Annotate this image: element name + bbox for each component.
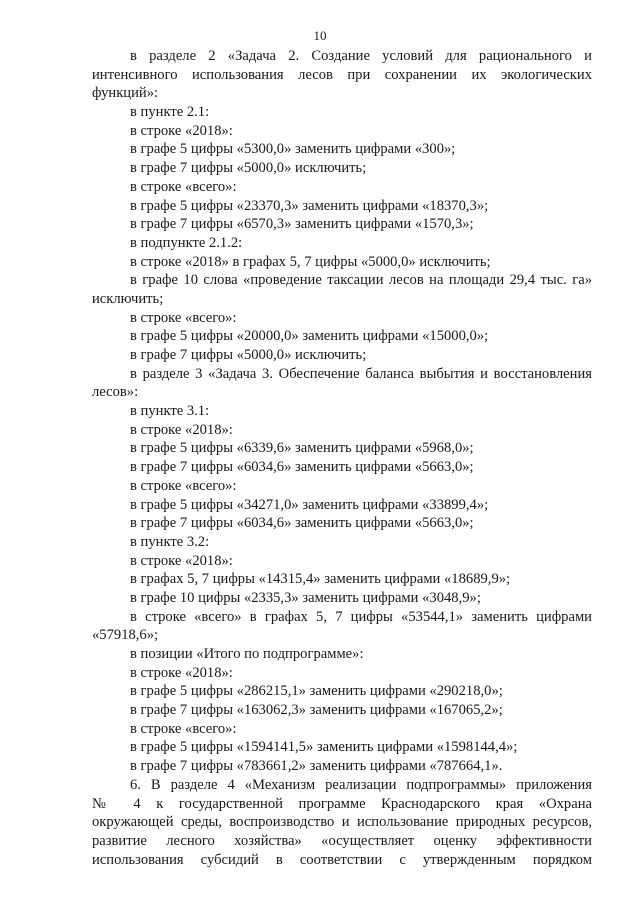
text-line: развитие лесного хозяйства» «осуществляет оценку эффективности: [92, 832, 592, 849]
text-line: в пункте 2.1:: [130, 104, 210, 121]
text-line: окружающей среды, воспроизводство и использование природных ресурсов,: [92, 814, 592, 831]
text-line: в графах 5, 7 цифры «14315,4» заменить цифрами «18689,9»;: [130, 571, 511, 588]
document-body: [92, 47, 592, 869]
text-line: в графе 7 цифры «6034,6» заменить цифрами «5663,0»;: [130, 459, 474, 476]
text-line: в пункте 3.1:: [130, 403, 210, 420]
text-line: в разделе 3 «Задача 3. Обеспечение баланса выбытия и восстановления: [130, 365, 592, 382]
text-line: в строке «2018» в графах 5, 7 цифры «5000,0» исключить;: [130, 253, 491, 270]
text-line: в графе 7 цифры «163062,3» заменить цифрами «167065,2»;: [130, 702, 503, 719]
text-line: в строке «всего»:: [130, 178, 237, 195]
text-line: в графе 5 цифры «34271,0» заменить цифрами «33899,4»;: [130, 496, 489, 513]
text-line: исключить;: [92, 290, 164, 307]
text-line: в пункте 3.2:: [130, 533, 210, 550]
text-line: в графе 7 цифры «5000,0» исключить;: [130, 160, 367, 177]
text-line: в графе 7 цифры «783661,2» заменить цифрами «787664,1».: [130, 758, 503, 775]
text-line: в графе 5 цифры «1594141,5» заменить цифрами «1598144,4»;: [130, 739, 518, 756]
text-line: 6. В разделе 4 «Механизм реализации подпрограммы» приложения: [130, 776, 592, 793]
text-line: лесов»:: [92, 384, 139, 401]
text-line: в графе 10 цифры «2335,3» заменить цифрами «3048,9»;: [130, 589, 481, 606]
text-line: в строке «2018»:: [130, 122, 233, 139]
text-line: в графе 5 цифры «6339,6» заменить цифрами «5968,0»;: [130, 440, 474, 457]
text-line: функций»:: [92, 85, 159, 102]
text-line: в графе 5 цифры «23370,3» заменить цифрами «18370,3»;: [130, 197, 489, 214]
text-line: в строке «всего»:: [130, 720, 237, 737]
text-line: в графе 5 цифры «20000,0» заменить цифрами «15000,0»;: [130, 328, 489, 345]
text-line: использования субсидий в соответствии с утвержденным порядком: [92, 851, 592, 868]
text-line: в строке «2018»:: [130, 552, 233, 569]
text-line: в позиции «Итого по подпрограмме»:: [130, 646, 364, 662]
text-line: в строке «2018»:: [130, 664, 233, 681]
text-line: в графе 5 цифры «286215,1» заменить цифрами «290218,0»;: [130, 683, 503, 700]
text-line: интенсивного использования лесов при сохранении их экологических: [92, 66, 592, 83]
text-line: № 4 к государственной программе Краснодарского края «Охрана: [92, 795, 592, 812]
text-line: в графе 7 цифры «5000,0» исключить;: [130, 347, 367, 363]
text-line: в графе 10 слова «проведение таксации лесов на площади 29,4 тыс. га»: [130, 272, 592, 289]
text-line: в строке «2018»:: [130, 421, 233, 438]
text-line: в графе 7 цифры «6570,3» заменить цифрами «1570,3»;: [130, 216, 474, 233]
text-line: в строке «всего» в графах 5, 7 цифры «53544,1» заменить цифрами: [130, 608, 592, 625]
text-line: «57918,6»;: [92, 627, 159, 644]
text-line: в подпункте 2.1.2:: [130, 234, 243, 251]
text-line: в строке «всего»:: [130, 309, 237, 326]
page-number: 10: [313, 28, 327, 43]
text-line: в строке «всего»:: [130, 477, 237, 494]
text-line: в графе 7 цифры «6034,6» заменить цифрами «5663,0»;: [130, 515, 474, 532]
text-line: в графе 5 цифры «5300,0» заменить цифрами «300»;: [130, 141, 456, 158]
text-line: в разделе 2 «Задача 2. Создание условий для рационального и: [130, 48, 592, 64]
